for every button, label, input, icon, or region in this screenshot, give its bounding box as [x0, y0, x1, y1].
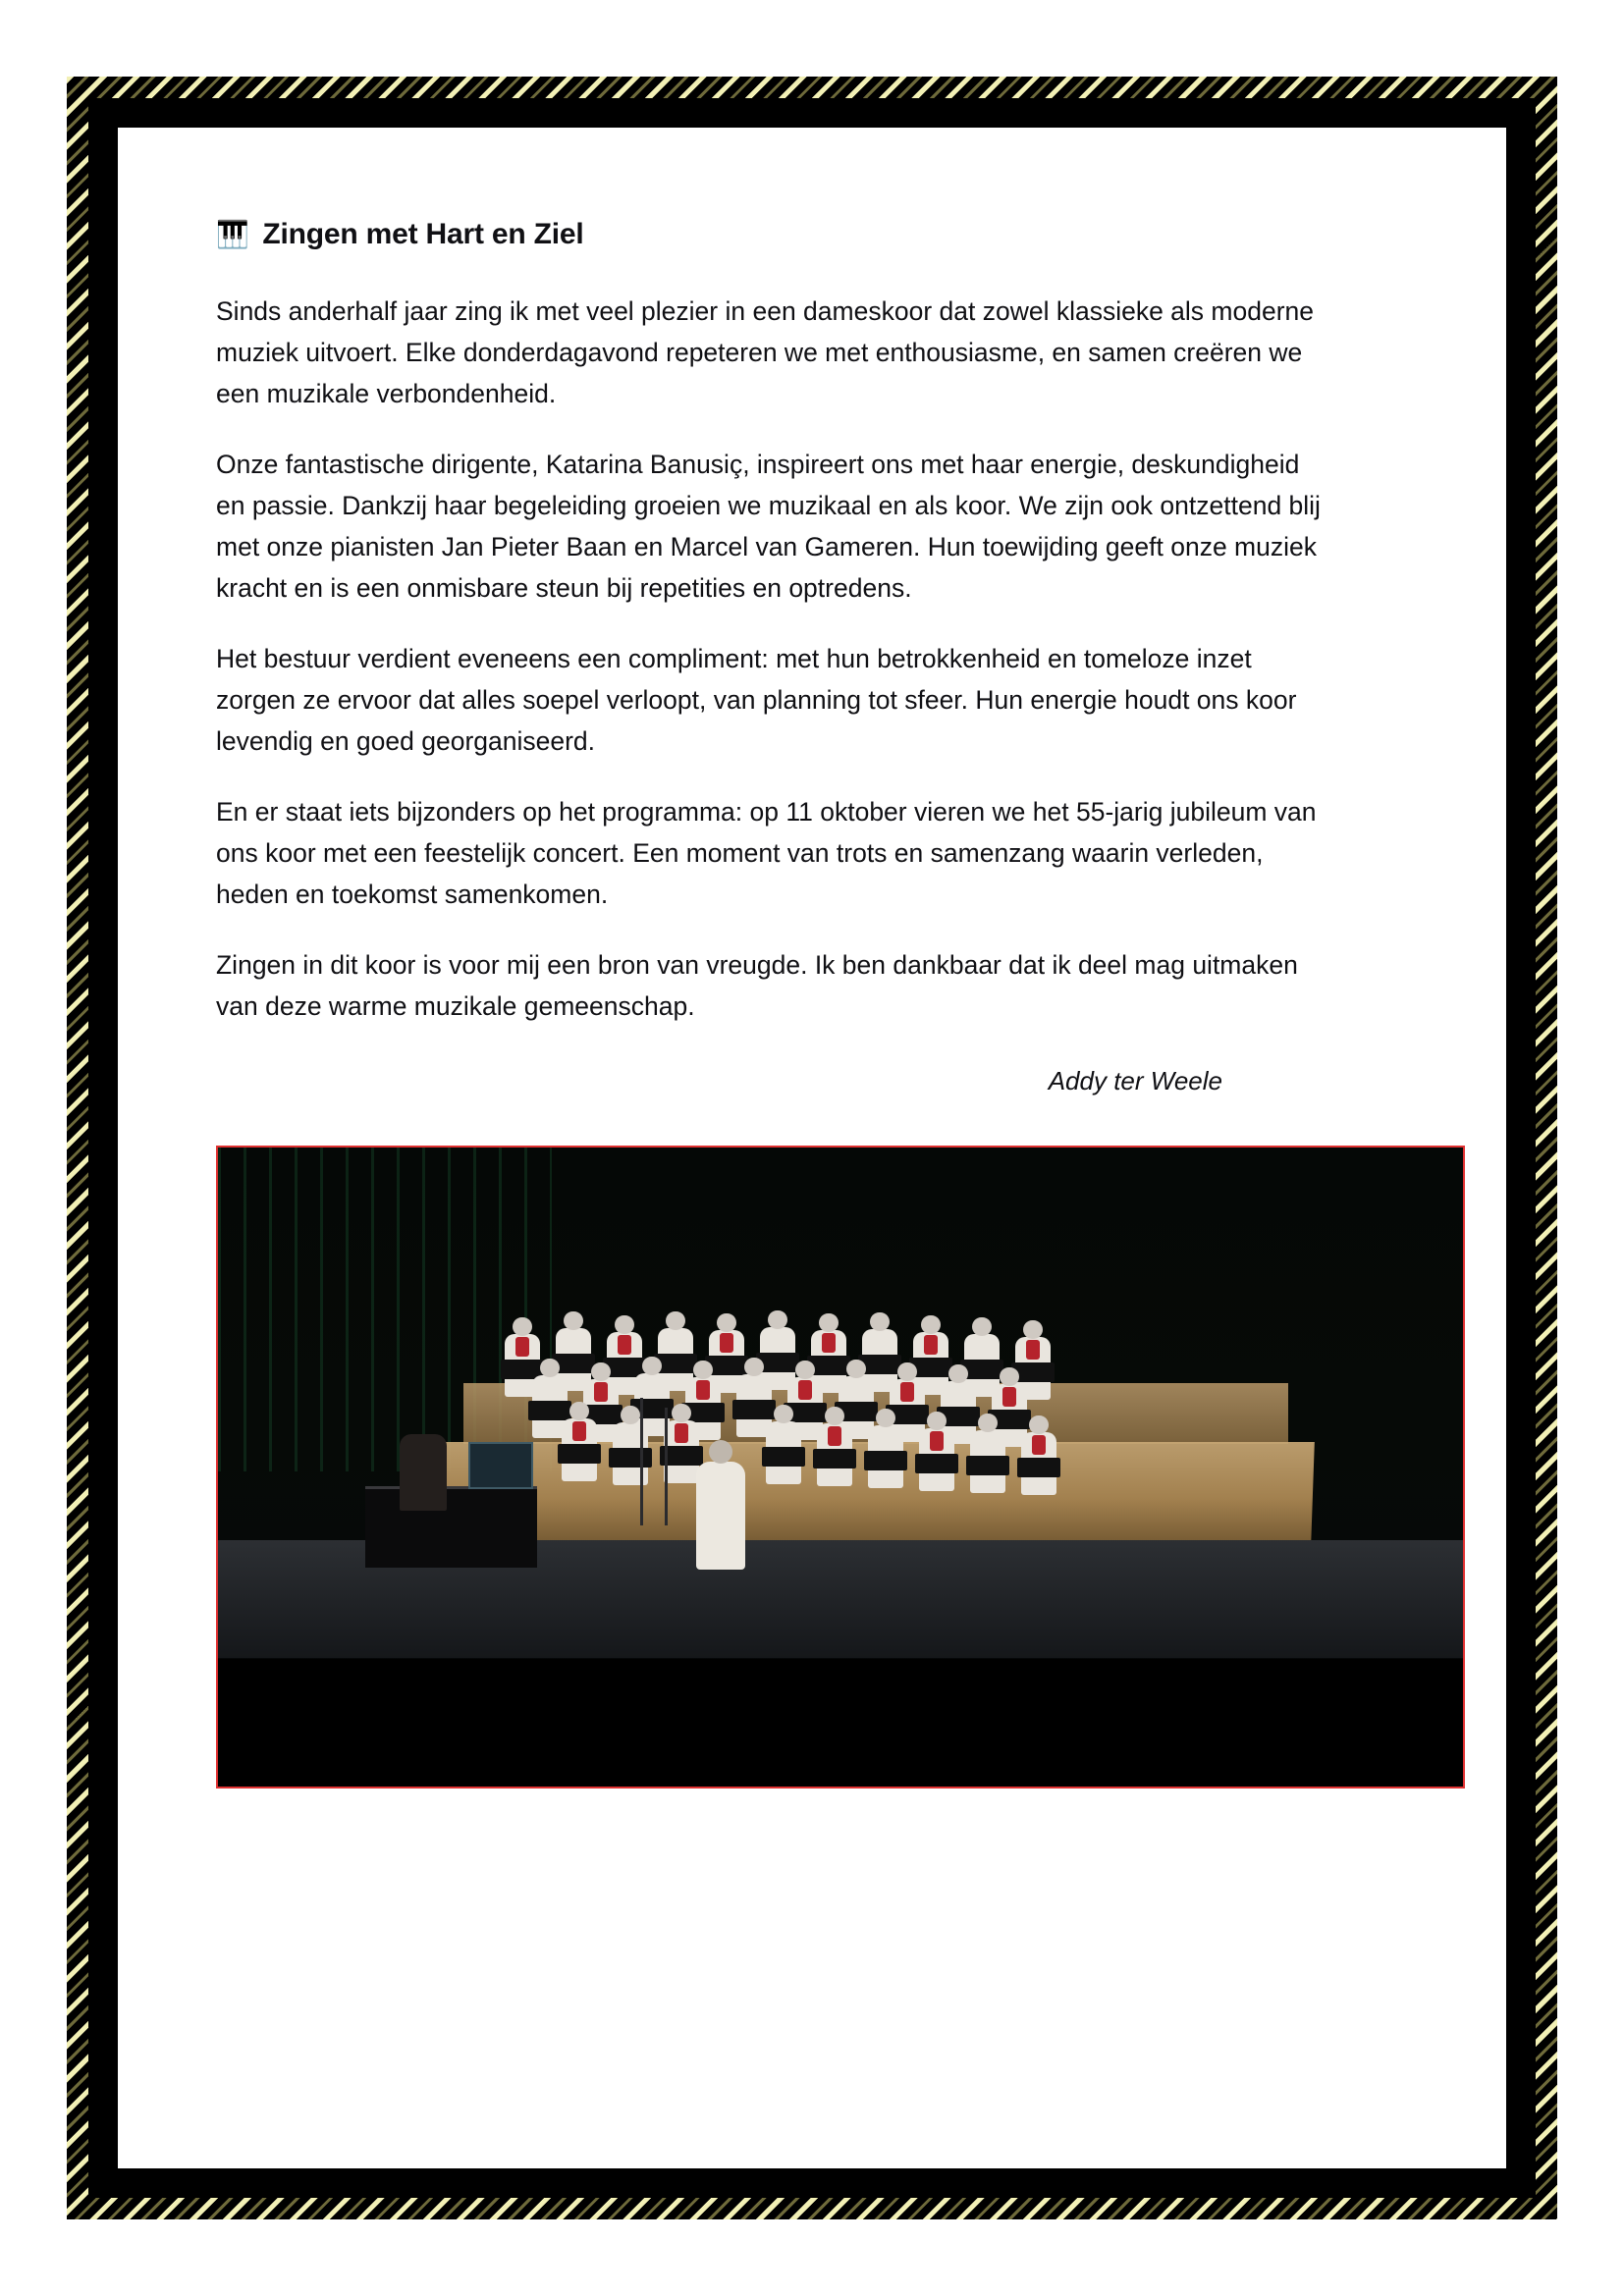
- audience-head: [665, 1693, 768, 1787]
- choir-singer: [970, 1430, 1005, 1493]
- audience-head: [945, 1688, 1053, 1787]
- choir-singer: [817, 1423, 852, 1486]
- audience-head: [513, 1674, 630, 1787]
- pianist: [400, 1434, 447, 1511]
- audience-head: [365, 1683, 473, 1787]
- paragraph-5: Zingen in dit koor is voor mij een bron van vreugde. Ik ben dankbaar dat ik deel mag uitmaken van deze warme muzikale gemeenschap.: [216, 950, 1298, 1021]
- decorative-border-outer: [67, 77, 1557, 2219]
- music-notes-icon: 🎹: [216, 219, 249, 249]
- paragraph-2: Onze fantastische dirigente, Katarina Banusiç, inspireert ons met haar energie, deskundigheid en passie. Dankzij haar begeleiding groeien we muzikaal en als koor. We zijn ook ontzettend blij met onze pianisten Jan Pieter Baan en Marcel van Gameren. Hun toewijding geeft onze muziek kracht en is een onmisbare steun bij repetities en optredens.: [216, 450, 1321, 603]
- paragraph-4: En er staat iets bijzonders op het programma: op 11 oktober vieren we het 55-jarig jubileum van ons koor met een feestelijk concert. Een moment van trots en samenzang waarin verleden, heden en toekomst samenkomen.: [216, 797, 1317, 909]
- page-title: [216, 218, 1434, 251]
- page-title-text: Zingen met Hart en Ziel: [262, 218, 584, 250]
- choir-singer: [919, 1428, 954, 1491]
- audience-head: [1082, 1679, 1195, 1787]
- decorative-chain-pattern: [67, 77, 1557, 2219]
- choir-conductor: [696, 1462, 745, 1570]
- paragraph-1: Sinds anderhalf jaar zing ik met veel plezier in een dameskoor dat zowel klassieke als moderne muziek uitvoert. Elke donderdagavond repeteren we met enthousiasme, en samen creëren we een muzikale verbondenheid.: [216, 296, 1314, 408]
- microphone-stand: [640, 1398, 643, 1525]
- decorative-border-inner: [88, 98, 1536, 2198]
- choir-singer: [1021, 1432, 1056, 1495]
- audience-head: [787, 1669, 915, 1787]
- grand-piano: [365, 1486, 537, 1568]
- choir-photo: [216, 1146, 1465, 1789]
- page-sheet: [118, 128, 1506, 2168]
- paragraph-3: Het bestuur verdient eveneens een compliment: met hun betrokkenheid en tomeloze inzet zorgen ze ervoor dat alles soepel verloopt, van planning tot sfeer. Hun energie houdt ons koor levendig en goed georganiseerd.: [216, 644, 1297, 756]
- stage-monitor-screen: [468, 1442, 533, 1489]
- author-signature: Addy ter Weele: [1048, 1066, 1222, 1095]
- choir-singer: [868, 1425, 903, 1488]
- choir-singer: [664, 1420, 699, 1483]
- document-content: [216, 218, 1434, 1789]
- photo-stage-background: [218, 1148, 1463, 1787]
- choir-singer: [562, 1418, 597, 1481]
- audience-silhouette: [218, 1659, 1463, 1787]
- microphone-stand: [665, 1408, 668, 1525]
- audience-head: [1239, 1698, 1337, 1787]
- choir-singer: [766, 1421, 801, 1484]
